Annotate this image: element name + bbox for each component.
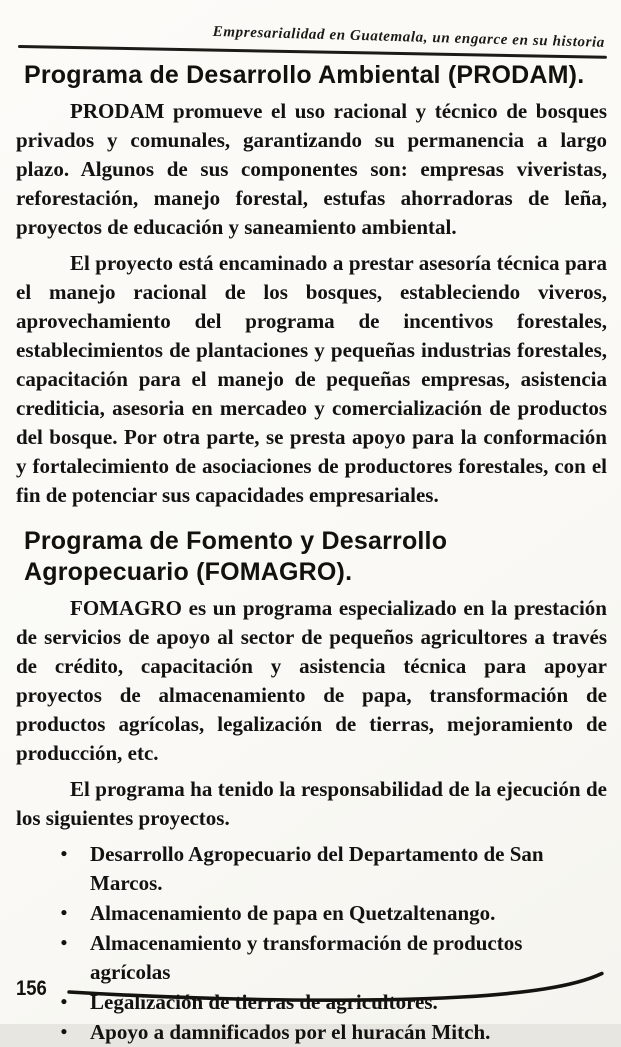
paragraph-prodam-1: PRODAM promueve el uso racional y técnico de bosques privados y comunales, garantizando su permanencia a largo plazo. Algunos de sus componentes son: empresas viveristas, reforestación, manejo forestal, estufas ahorradoras de leña, proyectos de educación y saneamiento ambiental. — [16, 99, 607, 239]
paragraph-fomagro-2: El programa ha tenido la responsabilidad de la ejecución de los siguientes proyectos. — [16, 777, 607, 830]
page-footer — [16, 968, 609, 1010]
bullet-icon: • — [60, 1022, 68, 1043]
bullet-icon: • — [60, 992, 68, 1013]
project-list — [16, 840, 607, 1047]
list-item — [56, 899, 607, 928]
list-item-text: Almacenamiento y transformación de productos agrícolas — [90, 931, 523, 984]
list-item — [56, 840, 607, 898]
paragraph-prodam-2: El proyecto está encaminado a prestar asesoría técnica para el manejo racional de los bosques, estableciendo viveros, aprovechamiento del programa de incentivos forestales, establecimientos de plantaciones y pequeñas industrias forestales, capacitación para el manejo de pequeñas empresas, asistencia crediticia, asesoria en mercadeo y comercialización de productos del bosque. Por otra parte, se presta apoyo para la conformación y fortalecimiento de asociaciones de productores forestales, con el fin de potenciar sus capacidades empresariales. — [16, 251, 607, 507]
heading-prodam: Programa de Desarrollo Ambiental (PRODAM). — [24, 61, 585, 89]
bullet-icon: • — [60, 933, 68, 954]
list-item-text: Desarrollo Agropecuario del Departamento de San Marcos. — [90, 842, 544, 895]
list-item-text: Legalización de tierras de agricultores. — [90, 990, 438, 1014]
list-item-text: Apoyo a damnificados por el huracán Mitch. — [90, 1020, 491, 1044]
bullet-icon: • — [60, 844, 68, 865]
footer-swoosh-line — [61, 968, 609, 1010]
heading-fomagro: Programa de Fomento y Desarrollo Agropecuario (FOMAGRO). — [24, 527, 448, 586]
page-number: 156 — [16, 977, 47, 1000]
paragraph-fomagro-1: FOMAGRO es un programa especializado en la prestación de servicios de apoyo al sector de pequeños agricultores a través de crédito, capacitación y asistencia técnica para apoyar proyectos de almacenamiento de papa, transformación de productos agrícolas, legalización de tierras, mejoramiento de producción, etc. — [16, 596, 607, 765]
bullet-icon: • — [60, 903, 68, 924]
running-title: Empresarialidad en Guatemala, un engarce en su historia — [212, 23, 606, 51]
list-item-text: Almacenamiento de papa en Quetzaltenango. — [90, 901, 496, 925]
list-item — [56, 1018, 607, 1047]
